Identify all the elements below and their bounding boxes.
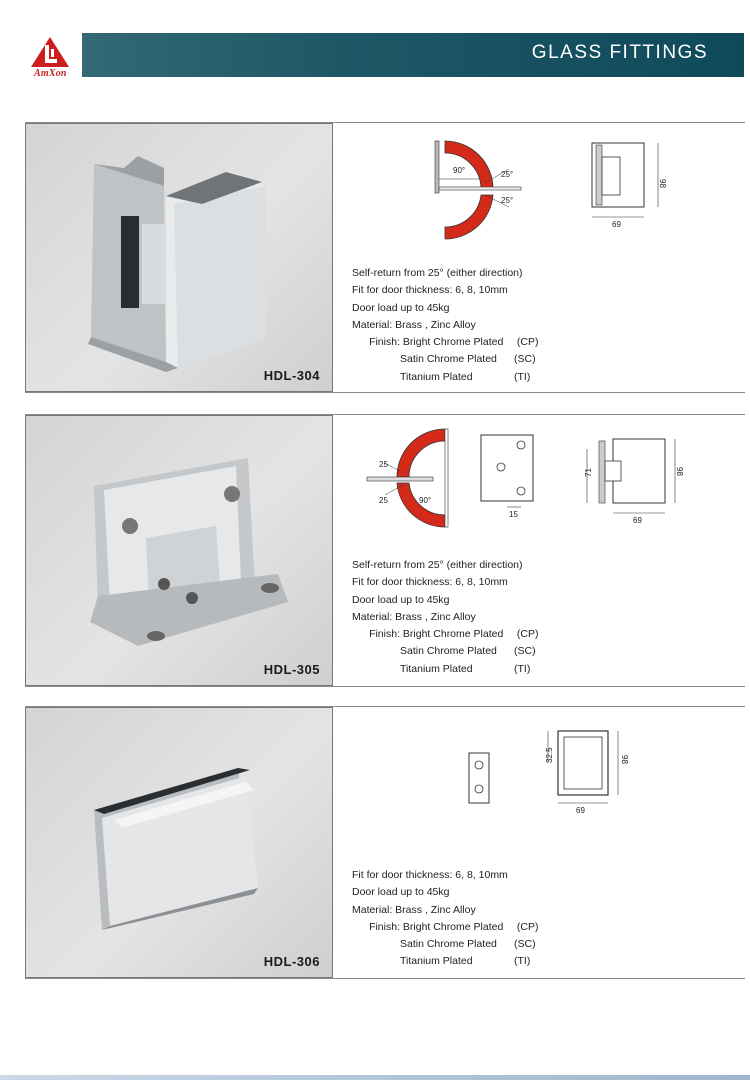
dimension-drawing (580, 135, 680, 235)
finish-row (352, 936, 539, 953)
spec-line: Door load up to 45kg (352, 301, 450, 314)
mounting-plate-drawing (465, 749, 495, 809)
finish-code: (CP) (516, 336, 539, 349)
return-label: 25 (379, 460, 388, 469)
spec-list (352, 557, 539, 678)
height-dimension: 98 (658, 179, 667, 188)
finish-code: (SC) (514, 645, 536, 658)
brand-logo-icon (30, 36, 70, 68)
finish-name: Satin Chrome Plated (400, 645, 497, 658)
finish-code: (TI) (514, 370, 531, 383)
return-label: 25° (501, 196, 514, 205)
swing-diagram (425, 135, 535, 245)
finish-label: Finish: (369, 920, 400, 933)
finish-name: Titanium Plated (400, 662, 473, 675)
finish-row (352, 919, 539, 936)
angle-label: 90° (453, 166, 466, 175)
mounting-plate-drawing (477, 433, 547, 523)
brand-name: AmXon (34, 68, 67, 79)
spec-list (352, 265, 539, 386)
spec-line: Door load up to 45kg (352, 886, 450, 899)
spec-line: Material: Brass , Zinc Alloy (352, 903, 476, 916)
finish-name: Bright Chrome Plated (402, 336, 504, 349)
finish-code: (SC) (514, 353, 536, 366)
finish-name: Satin Chrome Plated (400, 353, 497, 366)
finish-name: Titanium Plated (400, 370, 473, 383)
product-photo (25, 123, 333, 392)
product-photo (25, 415, 333, 686)
finish-name: Bright Chrome Plated (402, 920, 504, 933)
finish-row (352, 334, 539, 351)
finish-code: (TI) (514, 662, 531, 675)
return-label: 25 (379, 496, 388, 505)
spec-line: Material: Brass , Zinc Alloy (352, 318, 476, 331)
product-section-hdl-305 (25, 414, 745, 687)
spec-line: Fit for door thickness: 6, 8, 10mm (352, 576, 508, 589)
dimension-drawing (575, 433, 685, 533)
spec-line: Material: Brass , Zinc Alloy (352, 610, 476, 623)
spec-line: Door load up to 45kg (352, 593, 450, 606)
model-number: HDL-305 (263, 662, 320, 677)
offset-dimension: 15 (509, 510, 518, 519)
model-number: HDL-306 (263, 954, 320, 969)
finish-name: Titanium Plated (400, 955, 473, 968)
product-section-hdl-306 (25, 706, 745, 979)
dimension-drawing (530, 723, 640, 823)
spec-line: Fit for door thickness: 6, 8, 10mm (352, 869, 508, 881)
spec-line: Fit for door thickness: 6, 8, 10mm (352, 284, 508, 297)
spec-line: Self-return from 25° (either direction) (352, 267, 523, 279)
finish-code: (CP) (516, 628, 539, 641)
finish-name: Satin Chrome Plated (400, 938, 497, 951)
spec-list (352, 867, 539, 971)
finish-label: Finish: (369, 628, 400, 641)
height-dimension: 98 (675, 467, 684, 476)
width-dimension: 69 (633, 516, 642, 525)
finish-code: (SC) (514, 938, 536, 951)
offset-dimension: 32.5 (545, 747, 554, 763)
finish-row (352, 626, 539, 643)
finish-label: Finish: (369, 336, 400, 349)
footer-strip (0, 1075, 750, 1080)
page-title: GLASS FITTINGS (531, 42, 708, 63)
finish-row (352, 351, 539, 368)
product-photo (25, 707, 333, 978)
finish-name: Bright Chrome Plated (402, 628, 504, 641)
height-dimension: 98 (620, 755, 629, 764)
swing-diagram (355, 423, 465, 533)
finish-code: (CP) (516, 920, 539, 933)
finish-row (352, 643, 539, 660)
finish-row (352, 661, 539, 678)
finish-code: (TI) (514, 955, 531, 968)
angle-label: 90° (419, 496, 432, 505)
width-dimension: 69 (612, 220, 621, 229)
finish-row (352, 953, 539, 970)
finish-row (352, 369, 539, 386)
mount-height-dimension: 71 (584, 468, 593, 477)
product-section-hdl-304 (25, 122, 745, 393)
model-number: HDL-304 (263, 368, 320, 383)
spec-line: Self-return from 25° (either direction) (352, 559, 523, 571)
width-dimension: 69 (576, 806, 585, 815)
return-label: 25° (501, 170, 514, 179)
